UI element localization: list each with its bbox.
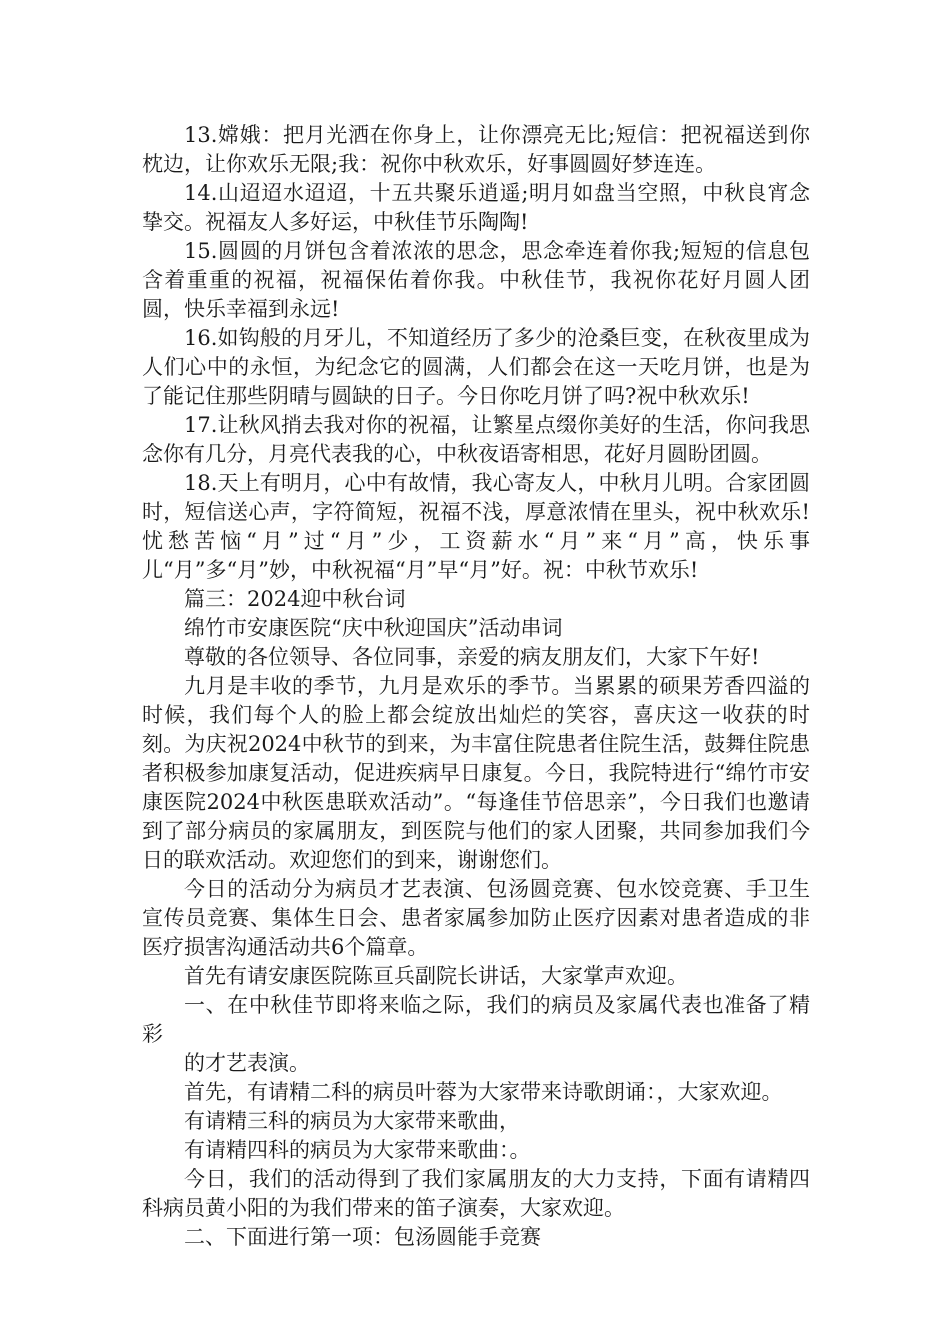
document-body	[142, 121, 810, 1252]
greeting: 尊敬的各位领导、各位同事，亲爱的病友朋友们，大家下午好!	[184, 645, 760, 669]
paragraph-14: 14.山迢迢水迢迢，十五共聚乐逍遥;明月如盘当空照，中秋良宵念挚交。祝福友人多好运，中秋佳节乐陶陶!	[142, 181, 810, 234]
paragraph-13: 13.嫦娥：把月光洒在你身上，让你漂亮无比;短信：把祝福送到你枕边，让你欢乐无限;我：祝你中秋欢乐，好事圆圆好梦连连。	[142, 123, 810, 176]
paragraph-15: 15.圆圆的月饼包含着浓浓的思念，思念牵连着你我;短短的信息包含着重重的祝福，祝福保佑着你我。中秋佳节，我祝你花好月圆人团圆，快乐幸福到永远!	[142, 239, 810, 321]
paragraph-song-4: 有请精四科的病员为大家带来歌曲：。	[184, 1138, 531, 1162]
paragraph-part-two: 二、下面进行第一项：包汤圆能手竞赛	[184, 1225, 541, 1249]
section-heading: 篇三：2024迎中秋台词	[184, 587, 406, 611]
paragraph-speech: 首先有请安康医院陈亘兵副院长讲话，大家掌声欢迎。	[184, 964, 688, 988]
paragraph-activities: 今日的活动分为病员才艺表演、包汤圆竞赛、包水饺竞赛、手卫生宣传员竞赛、集体生日会、患者家属参加防止医疗因素对患者造成的非医疗损害沟通活动共6个篇章。	[142, 877, 810, 959]
paragraph-part-one: 一、在中秋佳节即将来临之际，我们的病员及家属代表也准备了精彩	[142, 993, 810, 1046]
paragraph-flute: 今日，我们的活动得到了我们家属朋友的大力支持，下面有请精四科病员黄小阳的为我们带来的笛子演奏，大家欢迎。	[142, 1167, 810, 1220]
paragraph-part-one-cont: 的才艺表演。	[184, 1051, 310, 1075]
script-title: 绵竹市安康医院“庆中秋迎国庆”活动串词	[184, 616, 563, 640]
paragraph-16: 16.如钩般的月牙儿，不知道经历了多少的沧桑巨变，在秋夜里成为人们心中的永恒，为纪念它的圆满，人们都会在这一天吃月饼，也是为了能记住那些阴晴与圆缺的日子。今日你吃月饼了吗?祝中秋欢乐!	[142, 326, 810, 408]
paragraph-poem: 首先，有请精二科的病员叶蓉为大家带来诗歌朗诵：，大家欢迎。	[184, 1080, 783, 1104]
paragraph-intro: 九月是丰收的季节，九月是欢乐的季节。当累累的硕果芳香四溢的时候，我们每个人的脸上都会绽放出灿烂的笑容，喜庆这一收获的时刻。为庆祝2024中秋节的到来，为丰富住院患者住院生活，鼓舞住院患者积极参加康复活动，促进疾病早日康复。今日，我院特进行“绵竹市安康医院2024中秋医患联欢活动”。“每逢佳节倍思亲”，今日我们也邀请到了部分病员的家属朋友，到医院与他们的家人团聚，共同参加我们今日的联欢活动。欢迎您们的到来，谢谢您们。	[142, 674, 810, 872]
paragraph-song-3: 有请精三科的病员为大家带来歌曲，	[184, 1109, 520, 1133]
paragraph-17: 17.让秋风捎去我对你的祝福，让繁星点缀你美好的生活，你问我思念你有几分，月亮代表我的心，中秋夜语寄相思，花好月圆盼团圆。	[142, 413, 810, 466]
paragraph-18: 18.天上有明月，心中有故情，我心寄友人，中秋月儿明。合家团圆时，短信送心声，字符简短，祝福不浅，厚意浓情在里头，祝中秋欢乐!忧愁苦恼“月”过“月”少，工资薪水“月”来“月”高，快乐事儿“月”多“月”妙，中秋祝福“月”早“月”好。祝：中秋节欢乐!	[142, 471, 810, 582]
